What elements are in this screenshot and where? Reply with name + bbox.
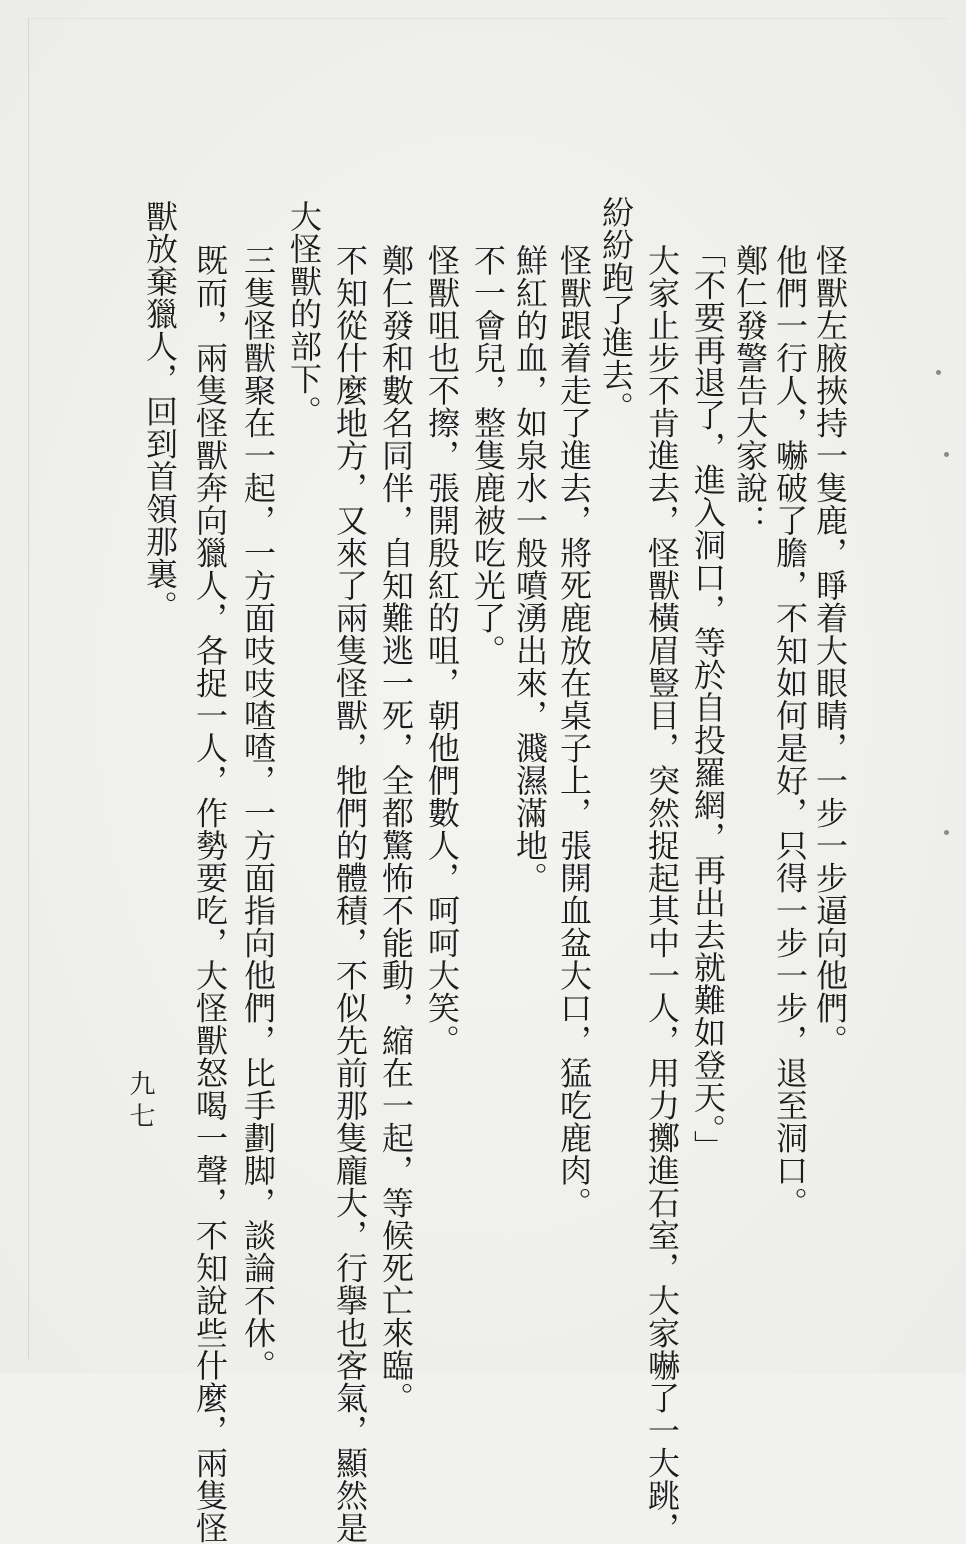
page-number: 九七: [125, 1070, 155, 1134]
scan-speck: [944, 830, 949, 835]
text-line-12: 不知從什麼地方，又來了兩隻怪獸，牠們的體積，不似先前那隻龐大，行擧也客氣，顯然是: [331, 244, 369, 1544]
text-line-9: 不一會兒，整隻鹿被吃光了。: [469, 244, 507, 667]
text-line-6: 紛紛跑了進去。: [597, 196, 635, 424]
text-line-16: 獸放棄獵人，回到首領那裏。: [141, 200, 179, 623]
text-line-2: 他們一行人，嚇破了膽，不知如何是好，只得一步一步，退至洞口。: [771, 244, 809, 1219]
text-line-3: 鄭仁發警告大家說：: [731, 244, 769, 537]
text-line-1: 怪獸左腋挾持一隻鹿，睜着大眼睛，一步一步逼向他們。: [811, 244, 849, 1057]
text-line-15: 既而，兩隻怪獸奔向獵人，各捉一人，作勢要吃，大怪獸怒喝一聲，不知說些什麼，兩隻怪: [191, 244, 229, 1544]
scan-speck: [936, 370, 941, 375]
text-line-5: 大家止步不肯進去，怪獸橫眉豎目，突然捉起其中一人，用力擲進石室，大家嚇了一大跳，: [643, 244, 681, 1544]
text-line-14: 三隻怪獸聚在一起，一方面吱吱喳喳，一方面指向他們，比手劃脚，談論不休。: [239, 244, 277, 1382]
scan-speck: [944, 452, 949, 457]
text-line-11: 鄭仁發和數名同伴，自知難逃一死，全都驚怖不能動，縮在一起，等候死亡來臨。: [377, 244, 415, 1414]
text-line-7: 怪獸跟着走了進去，將死鹿放在桌子上，張開血盆大口，猛吃鹿肉。: [555, 244, 593, 1219]
text-line-8: 鮮紅的血，如泉水一般噴湧出來，濺濕滿地。: [511, 244, 549, 894]
text-line-10: 怪獸咀也不擦，張開殷紅的咀，朝他們數人，呵呵大笑。: [423, 244, 461, 1057]
text-line-13: 大怪獸的部下。: [285, 200, 323, 428]
text-line-4: 「不要再退了，進入洞口，等於自投羅網，再出去就難如登天。」: [689, 236, 727, 1163]
